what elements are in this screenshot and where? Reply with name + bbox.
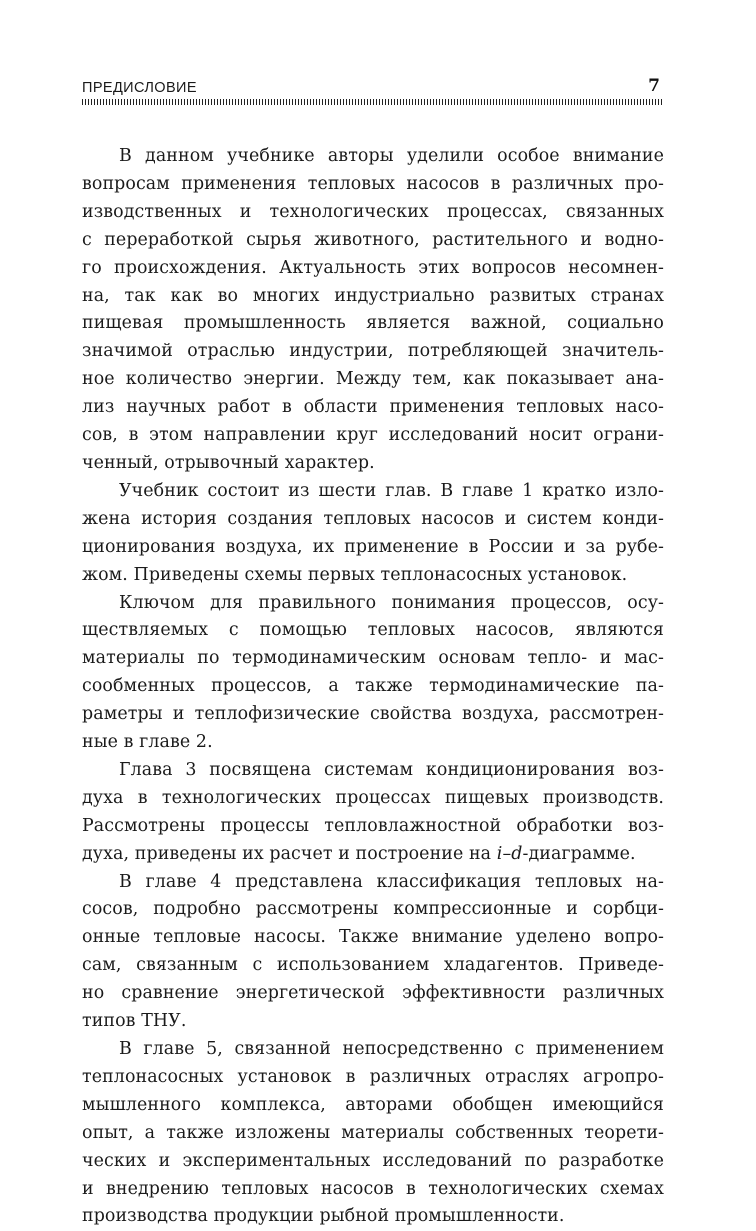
section-title: ПРЕДИСЛОВИЕ [82, 80, 197, 96]
text-line: ческих и экспериментальных исследований по разработке [82, 1150, 664, 1171]
text-line: сов, в этом направлении круг исследований носит ограни- [82, 425, 664, 446]
text-line: пищевая промышленность является важной, социально [82, 313, 664, 334]
body-text [82, 143, 664, 1231]
text-line: производства продукции рыбной промышленности. [82, 1206, 565, 1227]
text-line: ционирования воздуха, их применение в России и за рубе- [82, 536, 664, 557]
text-line: духа в технологических процессах пищевых производств. [82, 787, 664, 808]
text-line: материалы по термодинамическим основам тепло- и мас- [82, 648, 664, 669]
paragraph [82, 757, 664, 869]
text-line: В данном учебнике авторы уделили особое внимание [119, 146, 664, 166]
text-line: В главе 4 представлена классификация тепловых на- [119, 871, 664, 892]
text-line: жом. Приведены схемы первых теплонасосных установок. [82, 564, 628, 585]
paragraph [82, 143, 664, 478]
text-line: теплонасосных установок в различных отраслях агропро- [82, 1066, 664, 1087]
text-line: с переработкой сырья животного, растительного и водно- [82, 229, 664, 250]
text-line: мышленного комплекса, авторами обобщен имеющийся [82, 1094, 664, 1115]
text-line: жена история создания тепловых насосов и систем конди- [82, 508, 664, 529]
text-line: значимой отраслью индустрии, потребляющей значитель- [82, 341, 664, 362]
page-number: 7 [648, 76, 660, 96]
text-line: сосов, подробно рассмотрены компрессионные и сорбци- [82, 899, 664, 920]
text-line: ществляемых с помощью тепловых насосов, являются [82, 620, 664, 641]
text-line: онные тепловые насосы. Также внимание уделено вопро- [82, 927, 664, 948]
paragraph [82, 590, 664, 757]
text-line: го происхождения. Актуальность этих вопросов несомнен- [82, 257, 664, 278]
text-line: ное количество энергии. Между тем, как показывает ана- [82, 369, 664, 390]
text-line: духа, приведены их расчет и построение на i–d-диаграмме. [82, 843, 636, 864]
text-line: Глава 3 посвящена системам кондиционирования воз- [119, 759, 664, 780]
header-rule [82, 99, 664, 105]
paragraph [82, 1036, 664, 1231]
text-line: ченный, отрывочный характер. [82, 452, 375, 473]
text-line: Ключом для правильного понимания процессов, осу- [119, 592, 664, 613]
running-header [82, 76, 664, 98]
text-line: раметры и теплофизические свойства воздуха, рассмотрен- [82, 704, 664, 725]
text-line: В главе 5, связанной непосредственно с применением [119, 1039, 664, 1059]
text-line: вопросам применения тепловых насосов в различных про- [82, 173, 664, 194]
text-line: лиз научных работ в области применения тепловых насо- [82, 397, 664, 418]
text-line: сообменных процессов, а также термодинамические па- [82, 676, 664, 697]
text-line: Рассмотрены процессы тепловлажностной обработки воз- [82, 815, 664, 836]
text-line: опыт, а также изложены материалы собственных теорети- [82, 1122, 664, 1143]
text-line: но сравнение энергетической эффективности различных [82, 983, 664, 1004]
text-line: изводственных и технологических процессах, связанных [82, 201, 664, 222]
paragraph [82, 478, 664, 590]
text-line: Учебник состоит из шести глав. В главе 1 кратко изло- [119, 480, 664, 501]
text-line: сам, связанным с использованием хладагентов. Приведе- [82, 955, 664, 976]
text-line: и внедрению тепловых насосов в технологических схемах [82, 1178, 664, 1199]
text-line: ные в главе 2. [82, 732, 213, 753]
text-line: типов ТНУ. [82, 1011, 187, 1032]
paragraph [82, 869, 664, 1036]
text-line: на, так как во многих индустриально развитых странах [82, 285, 664, 306]
